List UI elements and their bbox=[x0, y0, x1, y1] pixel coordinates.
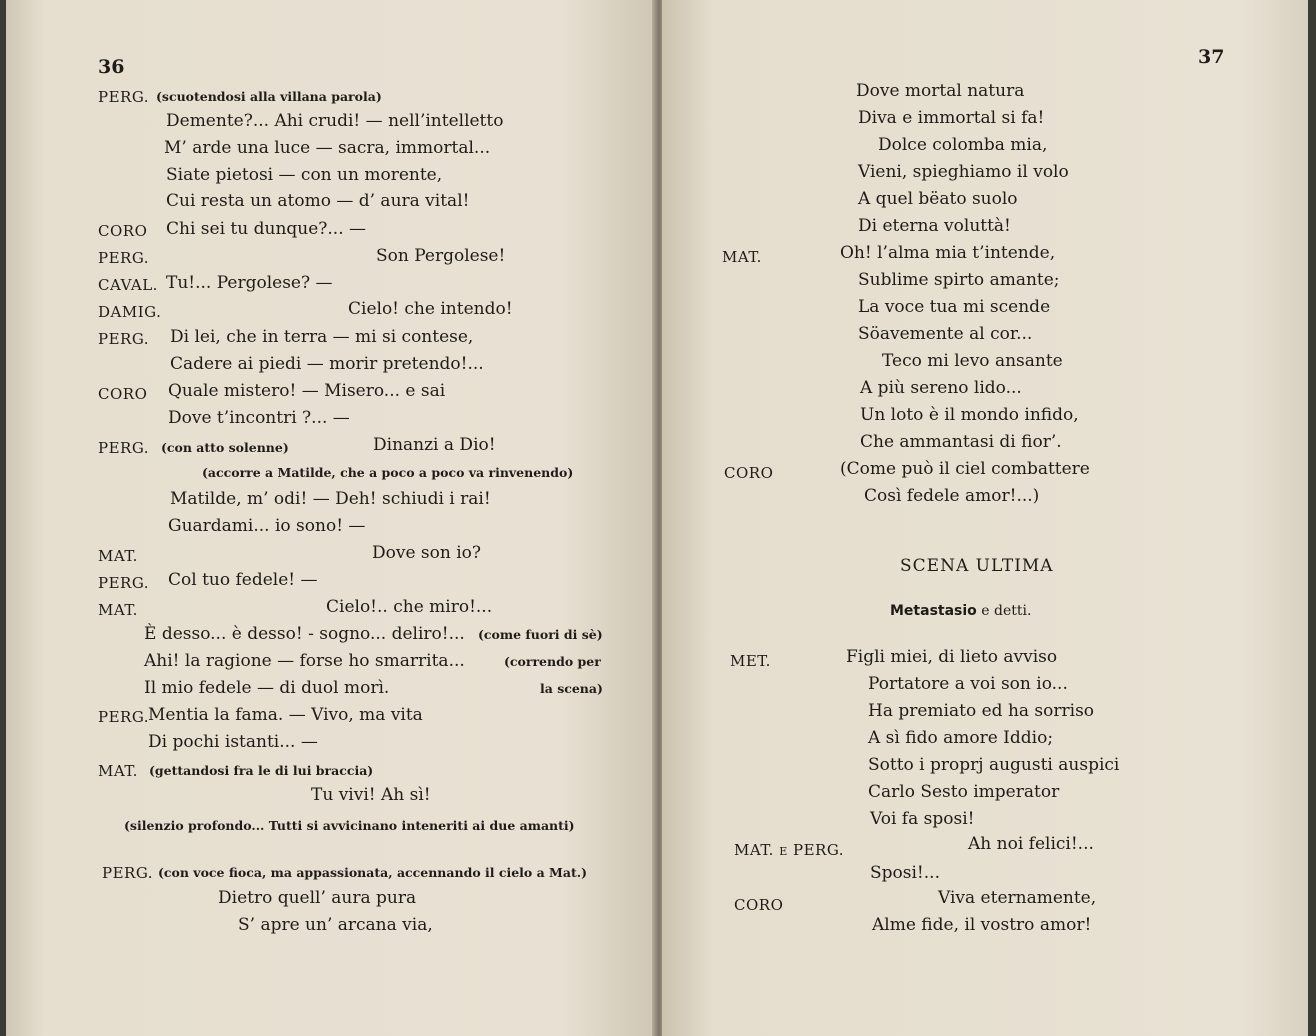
verse-line: Di lei, che in terra — mi si contese, bbox=[170, 327, 474, 347]
page-number: 37 bbox=[1198, 46, 1225, 68]
verse-line: S’ apre un’ arcana via, bbox=[238, 915, 433, 935]
speaker: CORO bbox=[98, 222, 148, 240]
speaker: CAVAL. bbox=[98, 276, 158, 294]
stage-direction: (accorre a Matilde, che a poco a poco va rinvenendo) bbox=[202, 465, 574, 480]
verse-line: Ahi! la ragione — forse ho smarrita... bbox=[144, 651, 465, 671]
speaker: CORO bbox=[724, 464, 774, 482]
verse-line: Diva e immortal si fa! bbox=[858, 108, 1045, 128]
stage-direction: (con voce fioca, ma appassionata, accennando il cielo a Mat.) bbox=[158, 865, 588, 880]
verse-line: A quel bëato suolo bbox=[858, 189, 1018, 209]
scene-subheading bbox=[890, 603, 1031, 619]
verse-line: Oh! l’alma mia t’intende, bbox=[840, 243, 1056, 263]
stage-direction: (gettandosi fra le di lui braccia) bbox=[149, 763, 374, 778]
verse-line: Col tuo fedele! — bbox=[168, 570, 318, 590]
scene-heading: SCENA ULTIMA bbox=[900, 556, 1054, 576]
speaker: PERG. bbox=[98, 88, 150, 106]
speaker: DAMIG. bbox=[98, 303, 162, 321]
verse-line: Sotto i proprj augusti auspici bbox=[868, 755, 1120, 775]
verse-line: Figli miei, di lieto avviso bbox=[846, 647, 1058, 667]
verse-line: Di eterna voluttà! bbox=[858, 216, 1011, 236]
stage-direction: la scena) bbox=[540, 681, 603, 696]
speaker: MAT. bbox=[722, 248, 762, 266]
speaker: CORO bbox=[98, 385, 148, 403]
speaker: PERG. bbox=[98, 439, 150, 457]
verse-line: M’ arde una luce — sacra, immortal... bbox=[164, 138, 491, 158]
speaker: MAT. bbox=[98, 762, 138, 780]
stage-direction: (correndo per bbox=[504, 654, 601, 669]
verse-line: Portatore a voi son io... bbox=[868, 674, 1068, 694]
verse-line: Ah noi felici!... bbox=[968, 834, 1094, 854]
verse-line: Dolce colomba mia, bbox=[878, 135, 1048, 155]
verse-line: Dove son io? bbox=[372, 543, 482, 563]
verse-line: Teco mi levo ansante bbox=[882, 351, 1063, 371]
verse-line: Sposi!... bbox=[870, 863, 940, 883]
right-page bbox=[662, 0, 1308, 1036]
scene-subheading-rest: e detti. bbox=[981, 603, 1032, 619]
verse-line: Vieni, spieghiamo il volo bbox=[858, 162, 1069, 182]
verse-line: Cadere ai piedi — morir pretendo!... bbox=[170, 354, 484, 374]
speaker: PERG. bbox=[98, 708, 150, 726]
speaker: MET. bbox=[730, 652, 771, 670]
speaker: MAT. bbox=[98, 601, 138, 619]
verse-line: Dove t’incontri ?... — bbox=[168, 408, 350, 428]
verse-line: Alme fide, il vostro amor! bbox=[872, 915, 1092, 935]
speaker: PERG. bbox=[102, 864, 154, 882]
verse-line: Che ammantasi di fior’. bbox=[860, 432, 1062, 452]
verse-line: Di pochi istanti... — bbox=[148, 732, 318, 752]
verse-line: Un loto è il mondo infido, bbox=[860, 405, 1079, 425]
verse-line: Guardami... io sono! — bbox=[168, 516, 366, 536]
speaker: MAT. e PERG. bbox=[734, 841, 845, 859]
verse-line: A più sereno lido... bbox=[860, 378, 1022, 398]
verse-line: Viva eternamente, bbox=[938, 888, 1097, 908]
verse-line: Così fedele amor!...) bbox=[864, 486, 1040, 506]
stage-direction: (con atto solenne) bbox=[161, 440, 289, 455]
verse-line: Il mio fedele — di duol morì. bbox=[144, 678, 390, 698]
verse-line: Tu vivi! Ah sì! bbox=[311, 785, 431, 805]
speaker: PERG. bbox=[98, 574, 150, 592]
verse-line: Siate pietosi — con un morente, bbox=[166, 165, 443, 185]
verse-line: Cielo!.. che miro!... bbox=[326, 597, 493, 617]
verse-line: Son Pergolese! bbox=[376, 246, 506, 266]
verse-line: Carlo Sesto imperator bbox=[868, 782, 1060, 802]
scene-character-name: Metastasio bbox=[890, 603, 977, 619]
verse-line: (Come può il ciel combattere bbox=[840, 459, 1090, 479]
verse-line: Tu!... Pergolese? — bbox=[166, 273, 333, 293]
verse-line: Dove mortal natura bbox=[856, 81, 1025, 101]
verse-line: Cui resta un atomo — d’ aura vital! bbox=[166, 191, 470, 211]
speaker: MAT. bbox=[98, 547, 138, 565]
verse-line: Cielo! che intendo! bbox=[348, 299, 513, 319]
verse-line: Söavemente al cor... bbox=[858, 324, 1033, 344]
stage-direction: (scuotendosi alla villana parola) bbox=[156, 89, 382, 104]
verse-line: Mentia la fama. — Vivo, ma vita bbox=[148, 705, 423, 725]
verse-line: Chi sei tu dunque?... — bbox=[166, 219, 367, 239]
verse-line: Ha premiato ed ha sorriso bbox=[868, 701, 1095, 721]
verse-line: È desso... è desso! - sogno... deliro!... bbox=[144, 624, 465, 644]
verse-line: Voi fa sposi! bbox=[870, 809, 975, 829]
verse-line: Dietro quell’ aura pura bbox=[218, 888, 417, 908]
speaker: PERG. bbox=[98, 249, 150, 267]
speaker: CORO bbox=[734, 896, 784, 914]
verse-line: Dinanzi a Dio! bbox=[373, 435, 496, 455]
stage-direction: (come fuori di sè) bbox=[478, 627, 603, 642]
verse-line: Sublime spirto amante; bbox=[858, 270, 1060, 290]
verse-line: Matilde, m’ odi! — Deh! schiudi i rai! bbox=[170, 489, 491, 509]
left-page bbox=[6, 0, 656, 1036]
verse-line: Quale mistero! — Misero... e sai bbox=[168, 381, 446, 401]
stage-direction: (silenzio profondo... Tutti si avvicinano inteneriti ai due amanti) bbox=[124, 818, 575, 833]
page-number: 36 bbox=[98, 56, 125, 78]
verse-line: La voce tua mi scende bbox=[858, 297, 1051, 317]
speaker: PERG. bbox=[98, 330, 150, 348]
verse-line: A sì fido amore Iddio; bbox=[868, 728, 1054, 748]
verse-line: Demente?... Ahi crudi! — nell’intelletto bbox=[166, 111, 504, 131]
